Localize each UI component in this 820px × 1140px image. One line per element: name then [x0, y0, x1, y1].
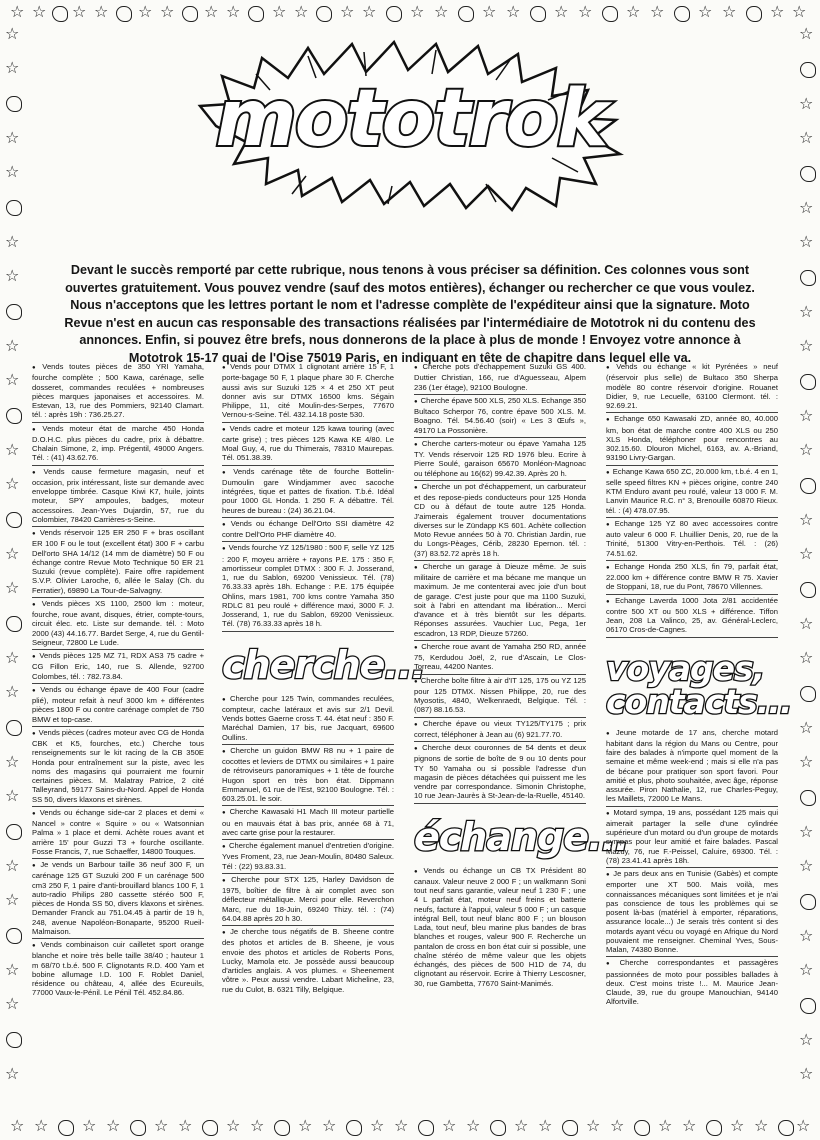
star-icon: ☆	[178, 1116, 193, 1135]
star-icon: ☆	[5, 440, 20, 459]
classified-ad: ● Vends combinaison cuir cailletet sport orange blanche et noire très belle taille 38/40 ; hauteur 1 m 68/70 t.b.é. 500 F. Clignotants R.D. 400 Yam et bobine allumage I.D. 100 F. Roblet Daniel, résidence ou château, 4, allée des Ecureuils, 77000 Vaux-le-Pénil. Le Pénil Tél. 452.84.86.	[32, 940, 204, 1000]
star-icon: ☆	[698, 2, 713, 21]
star-icon: ☆	[610, 1116, 625, 1135]
star-icon: ☆	[72, 2, 87, 21]
classified-ad: ● Jeune motarde de 17 ans, cherche motard habitant dans la région du Mans ou Centre, pour faire des balades à n'importe quel moment de la semaine et même week-end ; mais si elle n'a pas de bécane pour pratiquer son sport favori. Pour amitié et plus, photo souhaitée, avec âge, réponse assurée. Piron Nathalie, 12, rue Charles-Peguy, les Maillets, 72000 Le Mans.	[606, 728, 778, 807]
moto-doodle-icon	[602, 6, 618, 22]
moto-doodle-icon	[130, 1120, 146, 1136]
classified-ad: ● Cherche carters-moteur ou épave Yamaha 125 TY. Vends réservoir 125 RD 1976 bleu. Ecrire à Pierre Soulé, garaison 65670 Monléon-Magnoac ou téléphone au 16(62) 99.42.39. Après 20 h.	[414, 439, 586, 481]
star-icon: ☆	[482, 2, 497, 21]
star-icon: ☆	[799, 94, 814, 113]
star-icon: ☆	[5, 336, 20, 355]
star-icon: ☆	[204, 2, 219, 21]
star-icon: ☆	[5, 960, 20, 979]
star-icon: ☆	[226, 1116, 241, 1135]
column-3	[414, 362, 629, 991]
classified-ad: ● Cherche boîte filtre à air d'IT 125, 175 ou YZ 125 pour 125 DTMX. Nissen Philippe, 20, rue des Myosotis, 4840, Welkenraedt, Belgique. Tél. : (087) 88.16.53.	[414, 676, 586, 718]
moto-doodle-icon	[6, 928, 22, 944]
star-icon: ☆	[799, 232, 814, 251]
star-icon: ☆	[578, 2, 593, 21]
star-icon: ☆	[5, 856, 20, 875]
moto-doodle-icon	[274, 1120, 290, 1136]
star-icon: ☆	[799, 1064, 814, 1083]
star-icon: ☆	[5, 162, 20, 181]
moto-doodle-icon	[800, 582, 816, 598]
star-icon: ☆	[226, 2, 241, 21]
classified-ad: ● Vends pièces XS 1100, 2500 km : moteur, fourche, roue avant, disques, étrier, compte-tours, circuit élec. etc. Liste sur demande. tél. : Moto 2000 (43) 44.16.77. Bardet Serge, 4, rue du Gentil-Seigneur, 72800 Le Lude.	[32, 599, 204, 650]
star-icon: ☆	[138, 2, 153, 21]
star-icon: ☆	[370, 1116, 385, 1135]
classified-ad: ● Vends pour DTMX 1 clignotant arrière 15 F, 1 porte-bagage 50 F, 1 plaque phare 30 F. Cherche aussi avis sur Suzuki 125 × 4 et 250 XT peut donner avis sur DTMX 16500 kms. Ségain Philippe, 11, cité Moulin-des-Serpes, 77670 Vernou-s-Seine. Tél. 432.14.18 poste 530.	[222, 362, 394, 423]
moto-doodle-icon	[706, 1120, 722, 1136]
star-icon: ☆	[799, 856, 814, 875]
classified-ad: ● Je pars deux ans en Tunisie (Gabès) et compte emporter une XT 500. Mais voilà, mes connaissances mécaniques sont limitées et je n'ai pas conscience de tous les problèmes qui se posent là-bas (matériel à emporter, réparations, assurance locale...) Je serais très content si des motards ayant vécu ou voyagé en Afrique du Nord pouvaient me renseigner. Cheminal Yves, Sous-Malan, 74380 Bonne.	[606, 869, 778, 957]
moto-doodle-icon	[386, 6, 402, 22]
star-icon: ☆	[586, 1116, 601, 1135]
moto-doodle-icon	[634, 1120, 650, 1136]
star-icon: ☆	[799, 718, 814, 737]
moto-doodle-icon	[800, 270, 816, 286]
star-icon: ☆	[5, 578, 20, 597]
star-icon: ☆	[799, 440, 814, 459]
moto-doodle-icon	[6, 200, 22, 216]
star-icon: ☆	[34, 1116, 49, 1135]
classified-ad: ● Cherche pour 125 Twin, commandes reculées, compteur, cache latéraux et avis sur 2/1 Devil. Vends bottes Gaerne cross T. 44. état neuf : 350 F. Maréchal Damien, 17 bis, rue Jacquart, 69600 Oullins.	[222, 694, 394, 745]
moto-doodle-icon	[248, 6, 264, 22]
star-icon: ☆	[10, 1116, 25, 1135]
star-icon: ☆	[799, 648, 814, 667]
classified-ad: ● Vends ou échange « kit Pyrénées » neuf (réservoir plus selle) de Bultaco 350 Sherpa modèle 80 contre réservoir d'origine. Rouanet Didier, 9, rue Lecuelle, 63100 Clermont. tél. : 92.69.21.	[606, 362, 778, 413]
star-icon: ☆	[5, 544, 20, 563]
classified-ad: ● Cherche Kawasaki H1 Mach III moteur partielle ou en mauvais état à bas prix, année 68 à 71, avec carte grise pour la restaurer.	[222, 807, 394, 840]
star-icon: ☆	[754, 1116, 769, 1135]
classified-ad: ● Vends ou échange side-car 2 places et demi « Nancel » contre « Squire » ou « Watsonnian Palma » 1 place et demi. Achète roues avant et arrière 15' pour Guzzi T3 + fourche oscillante. Fosse Francis, 7, rue Schaeffer, 14800 Touques.	[32, 808, 204, 859]
moto-doodle-icon	[6, 1032, 22, 1048]
classified-ad: ● Cherche épave ou vieux TY125/TY175 ; prix correct, téléphoner à Jean au (6) 921.77.70.	[414, 719, 586, 743]
star-icon: ☆	[5, 752, 20, 771]
classified-ad: ● Je vends un Barbour taille 36 neuf 300 F, un carénage 125 GT Suzuki 200 F un carénage 500 cm3 250 F, 1 paire d'anti-brouillard blancs 100 F, 1 auto-radio Philips 280 cassette stéréo 500 F, pièces de Honda SS 50, divers klaxons et sirènes. Demander Franck au 751.04.45 à partir de 19 h, 248, avenue Napoléon-Bonaparte, 95200 Rueil-Malmaison.	[32, 860, 204, 939]
classified-ad: ● Cherche un pot d'échappement, un carburateur et des repose-pieds conducteurs pour 125 Honda CD ou à défaut de toute autre 125 Honda. J'aimerais également trouver documentations diverses sur le Zündapp KS 601. Achète collection Moto Revue années 50 à 70. Christian Jardin, rue du Longs-Pèages, Cérib, 28230 Epernon. tél. : (37) 83.52.72 après 18 h.	[414, 482, 586, 561]
star-icon: ☆	[94, 2, 109, 21]
page-border-right	[797, 26, 817, 1116]
classified-ad: ● Cherche un garage à Dieuze même. Je suis militaire de carrière et ma bécane me manque un maximum. Je me contenterai avec joie d'un bout de garage. C'est juste pour que ma 1100 Suzuki, soit à l'abri en attendant ma libération... Merci d'avance et à très bientôt sur les départs. Réponses assurées. Vauchier Luc, Pega, 1er escadron, 13 RDP, Dieuze 57260.	[414, 562, 586, 641]
star-icon: ☆	[799, 926, 814, 945]
moto-doodle-icon	[58, 1120, 74, 1136]
star-icon: ☆	[799, 24, 814, 43]
moto-doodle-icon	[6, 96, 22, 112]
moto-doodle-icon	[6, 512, 22, 528]
star-icon: ☆	[799, 198, 814, 217]
moto-doodle-icon	[562, 1120, 578, 1136]
classified-ad: ● Vends cadre et moteur 125 kawa touring (avec carte grise) ; tres pièces 125 Kawa KE 4/80. Le Moal Guy, 4, rue du Thimerais, 78310 Maurepas. Tél. 051.38.39.	[222, 424, 394, 466]
star-icon: ☆	[799, 510, 814, 529]
classified-ad: ● Je cherche tous négatifs de B. Sheene contre des photos et articles de B. Sheene, je vous envoie des photos et articles de Roberts Pons, Lucky, Mamola etc. Je possède aussi beaucoup d'articles anglais. A vos plumes. « Sheenement vôtre ». Peux aussi vendre. Labart Micheline, 23, rue du Culot, B. 6321 Tilly, Belgique.	[222, 927, 394, 996]
star-icon: ☆	[792, 2, 807, 21]
classified-ad: ● Vends moteur état de marche 450 Honda D.O.H.C. plus pièces du cadre, prix à débattre. Chalain Simone, 2, imp. Prégentil, 49000 Angers. Tél. : (41) 43.62.76.	[32, 424, 204, 466]
star-icon: ☆	[722, 2, 737, 21]
classified-ad: ● Cherche correspondantes et passagères passionnées de moto pour possibles ballades à deux. C'est moins triste !... M. Maurice Jean-Claude, 39, rue du groupe Manouchian, 94140 Alfortville.	[606, 958, 778, 1008]
star-icon: ☆	[514, 1116, 529, 1135]
moto-doodle-icon	[6, 304, 22, 320]
mototrok-logo	[196, 34, 626, 212]
star-icon: ☆	[5, 648, 20, 667]
classified-ad: ● Vends réservoir 125 ER 250 F + bras oscillant ER 100 F ou le tout (excellent état) 300 F + carbu Dell'orto SHA 14/12 (14 mm de diamètre) 50 F ou échange contre Revue Moto Technique 50 ER 21 Suzuki (revue complète). Faire offre rapidement S.V.P. Olivier Laroche, 6, allée le Salay (Ch. du Ferratier), 69890 La Tour-de-Salvagny.	[32, 528, 204, 598]
star-icon: ☆	[410, 2, 425, 21]
page-border-bottom	[10, 1116, 810, 1138]
moto-doodle-icon	[182, 6, 198, 22]
star-icon: ☆	[442, 1116, 457, 1135]
classified-ad: ● Echange Laverda 1000 Jota 2/81 accidentée contre 500 XT ou 500 XLS + différence. Tiffon Jean, 208 La Valinco, 25, av. Général-Leclerc, 06170 Cros-de-Cagnes.	[606, 596, 778, 638]
star-icon: ☆	[658, 1116, 673, 1135]
star-icon: ☆	[5, 24, 20, 43]
star-icon: ☆	[799, 336, 814, 355]
star-icon: ☆	[294, 2, 309, 21]
classified-ad: ● Cherche roue avant de Yamaha 250 RD, année 75, Kerdudou Joël, 2, rue d'Ascain, Le Clos-Torreau, 44200 Nantes.	[414, 642, 586, 675]
star-icon: ☆	[506, 2, 521, 21]
classified-ad: ● Vends ou échange un CB TX Président 80 canaux. Valeur neuve 2 000 F ; un walkmann Soni tout neuf sans garantie, valeur neuf 1 230 F ; une 4 L parfait état, moteur neuf freins et batterie neufs, facture à l'appui, valeur 5 000 F ; un casque intégral Bell, tout neuf blanc 800 F ; un blouson Lada, tout neuf, bleu marine plus bandes de bras blanches et rouges, valeur 900 F. Recherche un pantalon de cross en bon état cuir si possible, une chaîne stéréo de même valeur que les objets échangés, des pièces de 500 H1D de 74, du clignotant au réservoir. Ecrire à Thierry Lescosner, 30, rue Gambetta, 77670 Saint-Manimés.	[414, 866, 586, 990]
star-icon: ☆	[272, 2, 287, 21]
star-icon: ☆	[799, 406, 814, 425]
star-icon: ☆	[796, 1116, 811, 1135]
star-icon: ☆	[322, 1116, 337, 1135]
star-icon: ☆	[5, 890, 20, 909]
moto-doodle-icon	[530, 6, 546, 22]
star-icon: ☆	[554, 2, 569, 21]
star-icon: ☆	[362, 2, 377, 21]
classified-ad: ● Echange Honda 250 XLS, fin 79, parfait état, 22.000 km + différence contre BMW R 75. Xavier de Stoppani, 18, rue du Pont, 78670 Villennes.	[606, 562, 778, 595]
moto-doodle-icon	[316, 6, 332, 22]
intro-paragraph: Devant le succès remporté par cette rubrique, nous tenons à vous préciser sa définition. Ces colonnes vous sont ouvertes gratuitement. Vous pouvez vendre (sauf des motos entières), échanger ou rechercher ce que vous voulez. Nous n'acceptons que les lettres portant le nom et l'adresse complète de l'expéditeur ainsi que la signature. Moto Revue n'est en aucun cas responsable des transactions réalisées par l'intermédiaire de Mototrok ni du contenu des annonces. Enfin, si pouvez être brefs, nous donnerons de la place à plus de monde ! Envoyez votre annonce à Mototrok 15-17 quai de l'Oise 75019 Paris, en indiquant en tête de chapitre dans lequel elle va.	[64, 263, 756, 365]
classified-ad: ● Vends cause fermeture magasin, neuf et occasion, prix intéressant, liste sur demande avec enveloppe timbrée. Casque Kiwi K7, huile, joints moteur, SPY ampoules, badges, moteur accessoires. Jean-Yves Dujardin, 57, rue du Colombier, 78420 Carrières-s-Seine.	[32, 467, 204, 528]
classified-ad: ● Vends ou échange épave de 400 Four (cadre plié), moteur refait à neuf 3000 km + différentes pièces 1800 F ou contre carénage complet de 750 BMW et top-case.	[32, 685, 204, 727]
moto-doodle-icon	[52, 6, 68, 22]
moto-doodle-icon	[6, 616, 22, 632]
star-icon: ☆	[799, 1030, 814, 1049]
star-icon: ☆	[10, 2, 25, 21]
star-icon: ☆	[466, 1116, 481, 1135]
star-icon: ☆	[799, 128, 814, 147]
classified-ad: ● Cherche un guidon BMW R8 nu + 1 paire de cocottes et leviers de DTMX ou similaires + 1 paire de rétroviseurs panoramiques + 1 tête de fourche Hugon sport en très bon état. Dippmann Emmanuel, 61 rue de l'Est, 92100 Boulogne. Tél. : 603.25.01. le soir.	[222, 746, 394, 807]
column-4	[606, 362, 792, 1010]
classified-ad: ● Vends toutes pièces de 350 YRI Yamaha, fourche complète ; 500 Kawa, carénage, selle dosseret, commandes reculées + nombreuses pièces marques japonaises et accessoires. M. Estevan, 13, rue des Pommiers, 92140 Clamart. tél. : après 19h : 736.25.27.	[32, 362, 204, 423]
star-icon: ☆	[82, 1116, 97, 1135]
star-icon: ☆	[5, 1064, 20, 1083]
classified-ad: ● Vends carénage tête de fourche Bottelin-Dumoulin gare Windjammer avec sacoche intégrées, tique et pattes de fixation. T.b.é. Idéal pour 1000 GL Honda. 1 250 F. A débattre. Tél. heures de bureau : (24) 36.21.04.	[222, 467, 394, 518]
classified-ad: ● Cherche deux couronnes de 54 dents et deux pignons de sortie de boîte de 9 ou 10 dents pour TY 50 Yamaha ou si possible l'adresse d'un magasin de pièces détachées qui puissent me les vendre par correspondance. Simonin Christophe, 10 rue Jean-Jaurès à St-Jean-de-la-Ruelle, 45140.	[414, 743, 586, 804]
moto-doodle-icon	[346, 1120, 362, 1136]
classified-ad: ● Cherche pots d'échappement Suzuki GS 400. Duttier Christian, 166, rue d'Aguesseau, Alpem 236 (1er étage), 92100 Boulogne.	[414, 362, 586, 395]
star-icon: ☆	[799, 960, 814, 979]
star-icon: ☆	[5, 994, 20, 1013]
moto-doodle-icon	[202, 1120, 218, 1136]
column-2	[222, 362, 425, 997]
moto-doodle-icon	[458, 6, 474, 22]
star-icon: ☆	[770, 2, 785, 21]
classified-ad: ● Cherche également manuel d'entretien d'origine. Yves Froment, 23, rue Jean-Moulin, 80480 Saleux. Tél : (22) 93.83.31.	[222, 841, 394, 874]
moto-doodle-icon	[800, 374, 816, 390]
star-icon: ☆	[250, 1116, 265, 1135]
classified-ad: ● Vends pièces 125 MZ 71, RDX AS3 75 cadre + CG Fillon Eric, 140, rue S. Allende, 92700 Colombes, tél. : 782.73.84.	[32, 651, 204, 684]
classified-ad: ● Vends ou échange Dell'Orto SSI diamètre 42 contre Dell'Orto PHF diamètre 40.	[222, 519, 394, 543]
star-icon: ☆	[650, 2, 665, 21]
star-icon: ☆	[5, 266, 20, 285]
star-icon: ☆	[106, 1116, 121, 1135]
star-icon: ☆	[799, 752, 814, 771]
star-icon: ☆	[5, 370, 20, 389]
star-icon: ☆	[394, 1116, 409, 1135]
classified-ad: ● Vends pièces (cadres moteur avec CG de Honda CBK et K5, fourches, etc.) Cherche tous renseignements sur le kit racing de la CB 350E Honda pour entraînement sur la piste, avec les noms des magasins qui pourraient me fournir certaines pièces. M. Malatray Patrice, 2 cité Talleyrand, 59177 Sains-du-Nord. Appel de Honda SS 50, divers klaxons et sirènes.	[32, 728, 204, 807]
moto-doodle-icon	[800, 998, 816, 1014]
moto-doodle-icon	[6, 720, 22, 736]
star-icon: ☆	[340, 2, 355, 21]
logo-wordmark: mototrok	[215, 74, 607, 164]
star-icon: ☆	[682, 1116, 697, 1135]
moto-doodle-icon	[778, 1120, 794, 1136]
star-icon: ☆	[160, 2, 175, 21]
star-icon: ☆	[5, 58, 20, 77]
moto-doodle-icon	[800, 894, 816, 910]
star-icon: ☆	[434, 2, 449, 21]
moto-doodle-icon	[746, 6, 762, 22]
moto-doodle-icon	[418, 1120, 434, 1136]
star-icon: ☆	[5, 128, 20, 147]
star-icon: ☆	[626, 2, 641, 21]
page-border-top	[10, 2, 810, 24]
star-icon: ☆	[5, 474, 20, 493]
section-title-cherche: cherche...	[222, 642, 425, 687]
star-icon: ☆	[799, 302, 814, 321]
moto-doodle-icon	[6, 408, 22, 424]
classified-ad: ● Echange 650 Kawasaki ZD, année 80, 40.000 km, bon état de marche contre 400 XLS ou 250 XLS Honda, téléphoner pour rencontres au 302.15.60. Dlouron Michel, 6163, av. A.-Briand, 93190 Livry-Gargan.	[606, 414, 778, 465]
star-icon: ☆	[730, 1116, 745, 1135]
star-icon: ☆	[5, 786, 20, 805]
classified-ad: ● Motard sympa, 19 ans, possédant 125 mais qui aimerait partager la selle d'une cylindrée supérieure d'un motard ou d'un groupe de motards sympas pour leur amitié et faire balades. Pascal Mazuy, 76, rue F.-Peissel, Caluire, 69300. Tél. : (78) 23.41.41 après 18h.	[606, 808, 778, 869]
star-icon: ☆	[799, 822, 814, 841]
star-icon: ☆	[799, 614, 814, 633]
classified-ad: ● Vends fourche YZ 125/1980 : 500 F, selle YZ 125 : 200 F, moyeu arrière + rayons P.E. 175 : 350 F, amortisseur complet DTMX : 300 F. J. Josserand, 1, rue du Sablon, 69200 Venissieux. Tél. (78) 76.33.33 après 18h. Echange : P.E. 175 équipée Ohlins, mars 1981, 700 kms contre Yamaha 350 RDLC 81 peu roulé + différence maxi, 3000 F. J. Josserand, 1, rue du Sablon, 69200 Venissieux. Tél. (78) 76.33.33 après 18 h.	[222, 543, 394, 631]
star-icon: ☆	[799, 544, 814, 563]
moto-doodle-icon	[800, 62, 816, 78]
moto-doodle-icon	[800, 166, 816, 182]
classified-ad: ● Cherche épave 500 XLS, 250 XLS. Echange 350 Bultaco Scherpor 76, contre épave 500 XLS. M. Boagno. Tél. 54.56.40 (soir) « Les 3 Œufs », 49170 La Possonière.	[414, 396, 586, 438]
star-icon: ☆	[5, 682, 20, 701]
moto-doodle-icon	[800, 478, 816, 494]
page-border-left	[3, 26, 23, 1116]
star-icon: ☆	[298, 1116, 313, 1135]
section-title-echange: échange...	[414, 814, 629, 859]
classified-ad: ● Echange Kawa 650 ZC, 20.000 km, t.b.é. 4 en 1, selle speed filtres KN + pièces origine, contre 240 KTM Enduro avant peu roulé, valeur 13 000 F. M. Lanvin Maurice R.C. n° 3, Brenouille 60870 Rieux. tél. : (4) 478.07.95.	[606, 467, 778, 518]
moto-doodle-icon	[674, 6, 690, 22]
classified-ad: ● Cherche pour STX 125, Harley Davidson de 1975, boîtier de filtre à air complet avec son déflecteur métallique. Merci pour elle. Reverchon Marc, rue du 18-Juin, 69240 Thizy. tél. : (74) 64.04.88 après 20 h 30.	[222, 875, 394, 926]
star-icon: ☆	[154, 1116, 169, 1135]
moto-doodle-icon	[490, 1120, 506, 1136]
classified-ad: ● Echange 125 YZ 80 avec accessoires contre auto valeur 6 000 F. Lhuillier Denis, 20, rue de la Trinité, 51300 Vitry-en-Perthois. Tél. : (26) 74.51.62.	[606, 519, 778, 561]
star-icon: ☆	[538, 1116, 553, 1135]
section-title-voyages: voyages, contacts...	[606, 648, 792, 721]
star-icon: ☆	[32, 2, 47, 21]
column-1	[32, 362, 204, 1001]
moto-doodle-icon	[800, 790, 816, 806]
moto-doodle-icon	[800, 686, 816, 702]
star-icon: ☆	[5, 232, 20, 251]
moto-doodle-icon	[6, 824, 22, 840]
moto-doodle-icon	[116, 6, 132, 22]
